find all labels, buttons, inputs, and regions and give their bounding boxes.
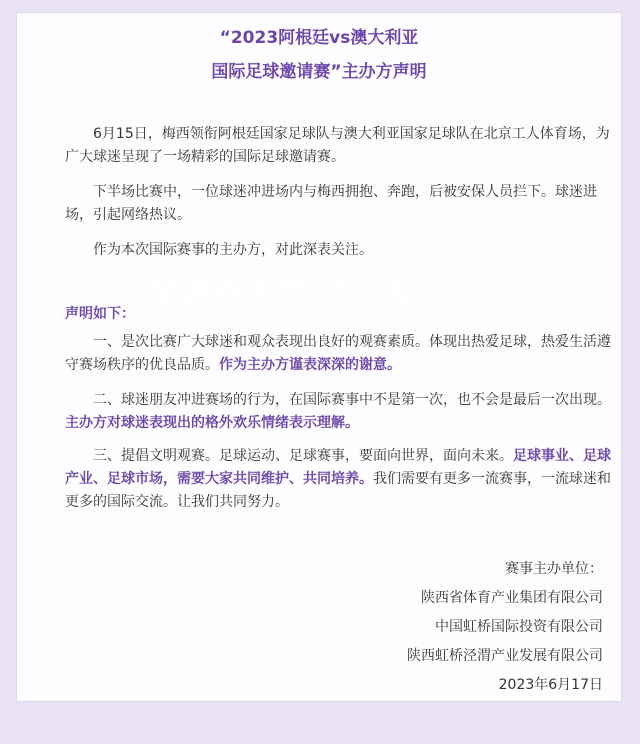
signature-org-2: 中国虹桥国际投资有限公司 bbox=[435, 619, 603, 635]
watermark-overlay: 爱游戏体育·官方发布 bbox=[149, 275, 451, 310]
statement-item-3 bbox=[65, 445, 617, 514]
statement-item-1 bbox=[65, 331, 617, 377]
item-1-text: 一、是次比赛广大球迷和观众表现出良好的观赛素质。体现出热爱足球，热爱生活遵守赛场秩序的优良品质。 bbox=[65, 334, 611, 373]
intro-paragraph-3: 作为本次国际赛事的主办方，对此深表关注。 bbox=[93, 242, 373, 258]
title-line-1: “2023阿根廷vs澳大利亚 bbox=[219, 28, 419, 48]
item-3-highlight: 足球事业、足球产业、足球市场，需要大家共同维护、共同培养。 bbox=[65, 448, 611, 487]
statement-heading: 声明如下： bbox=[65, 306, 135, 322]
item-3-text-a: 三、提倡文明观赛。足球运动、足球赛事，要面向世界，面向未来。 bbox=[93, 448, 513, 464]
signature-org-3: 陕西虹桥泾渭产业发展有限公司 bbox=[407, 648, 603, 664]
item-1-highlight: 作为主办方谨表深深的谢意。 bbox=[219, 357, 401, 373]
intro-paragraph-2: 下半场比赛中，一位球迷冲进场内与梅西拥抱、奔跑，后被安保人员拦下。球迷进场，引起网络热议。 bbox=[65, 184, 597, 223]
intro-paragraph-1: 6月15日，梅西领衔阿根廷国家足球队与澳大利亚国家足球队在北京工人体育场，为广大球迷呈现了一场精彩的国际足球邀请赛。 bbox=[65, 126, 610, 165]
signature-date: 2023年6月17日 bbox=[498, 677, 603, 693]
signature-label: 赛事主办单位： bbox=[505, 561, 603, 577]
title-line-2: 国际足球邀请赛”主办方声明 bbox=[211, 62, 427, 82]
item-2-text: 二、球迷朋友冲进赛场的行为，在国际赛事中不是第一次，也不会是最后一次出现。 bbox=[93, 392, 611, 408]
item-3-text-b: 我们需要有更多一流赛事，一流球迷和更多的国际交流。让我们共同努力。 bbox=[65, 471, 611, 510]
item-2-highlight: 主办方对球迷表现出的格外欢乐情绪表示理解。 bbox=[65, 415, 359, 431]
statement-card bbox=[16, 12, 622, 702]
signature-org-1: 陕西省体育产业集团有限公司 bbox=[421, 590, 603, 606]
statement-item-2 bbox=[65, 389, 617, 435]
